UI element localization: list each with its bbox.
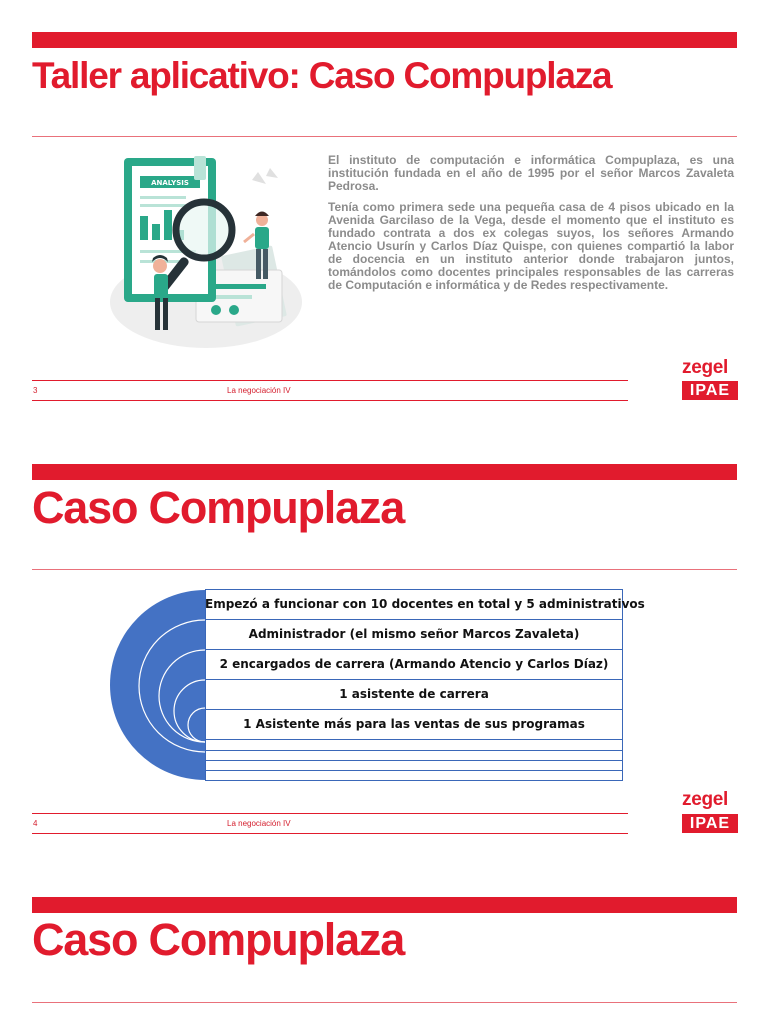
list-item: 2 encargados de carrera (Armando Atencio y Carlos Díaz) [205,650,623,680]
paragraph-1: El instituto de computación e informática Compuplaza, es una institución fundada en el año de 1995 por el señor Marcos Zavaleta Pedrosa. [328,153,734,193]
zegel-logo: zegel [682,357,729,378]
slide-title: Caso Compuplaza [32,482,405,533]
paragraph-2: Tenía como primera sede una pequeña casa de 4 pisos ubicado en la Avenida Garcilaso de la Vega, desde el momento que el instituto es fundado contrata a dos ex colegas suyos, los señores Armando Atencio Usurín y Carlos Díaz Quispe, con quienes compartió la labor de docencia en un instituto anterior donde trabajaron juntos, tomándolos como docentes principales responsables de las carreras de Computación e informática y de Redes respectivamente. [328,200,734,292]
ipae-logo: IPAE [682,814,738,833]
slide-title: Caso Compuplaza [32,914,405,965]
footer-course: La negociación IV [227,386,291,395]
slide-number: 4 [33,819,38,828]
footer-course: La negociación IV [227,819,291,828]
list-item: Empezó a funcionar con 10 docentes en total y 5 administrativos [205,590,623,620]
zegel-logo: zegel [682,789,729,810]
top-red-bar [32,897,737,913]
list-item: 1 Asistente más para las ventas de sus programas [205,710,623,740]
list-item: Administrador (el mismo señor Marcos Zavaleta) [205,620,623,650]
slide-number: 3 [33,386,38,395]
slide-title: Taller aplicativo: Caso Compuplaza [32,55,612,96]
list-item: 1 asistente de carrera [205,680,623,710]
ipae-logo: IPAE [682,381,738,400]
illustration-label: ANALYSIS [151,179,189,187]
title-divider [32,1002,737,1003]
